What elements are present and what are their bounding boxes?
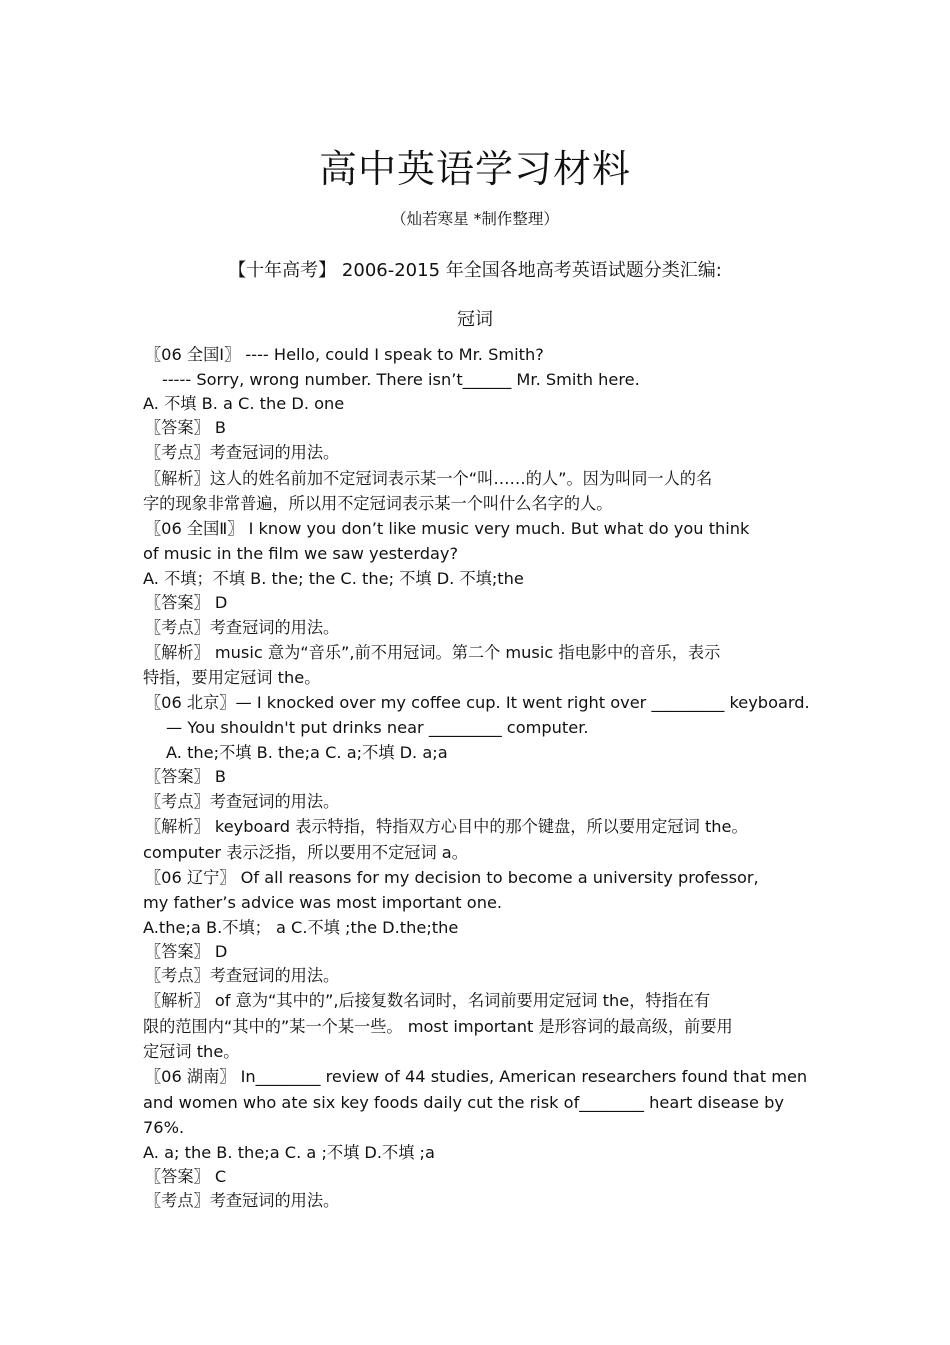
- question-4-analysis: 〖解析〗 of 意为“其中的”,后接复数名词时，名词前要用定冠词 the，特指在有: [145, 991, 711, 1010]
- document-heading: 【十年高考】 2006-2015 年全国各地高考英语试题分类汇编:: [228, 260, 722, 281]
- question-5-stem-end: 76%.: [143, 1118, 185, 1137]
- question-2-options: A. 不填；不填 B. the; the C. the; 不填 D. 不填;the: [143, 569, 524, 588]
- question-4-analysis-cont: 限的范围内“其中的”某一个某一些。 most important 是形容词的最高级，前要用: [143, 1017, 733, 1036]
- question-5-answer: 〖答案〗 C: [145, 1167, 227, 1186]
- question-3-point: 〖考点〗考查冠词的用法。: [145, 792, 340, 811]
- question-1-reply: ----- Sorry, wrong number. There isn’t______ Mr. Smith here.: [162, 370, 640, 389]
- question-3-answer: 〖答案〗 B: [145, 767, 227, 786]
- question-2-answer: 〖答案〗 D: [145, 593, 228, 612]
- question-3-options: A. the;不填 B. the;a C. a;不填 D. a;a: [166, 743, 448, 762]
- question-1-stem: 〖06 全国Ⅰ〗 ---- Hello, could I speak to Mr. Smith?: [145, 345, 544, 364]
- question-5-options: A. a; the B. the;a C. a ;不填 D.不填 ;a: [143, 1143, 435, 1162]
- document-subtitle: （灿若寒星 *制作整理）: [391, 210, 559, 228]
- question-3-reply: — You shouldn't put drinks near _________ computer.: [166, 718, 589, 737]
- question-1-answer: 〖答案〗 B: [145, 418, 227, 437]
- question-2-analysis-cont: 特指，要用定冠词 the。: [143, 668, 321, 687]
- question-1-analysis-cont: 字的现象非常普遍，所以用不定冠词表示某一个叫什么名字的人。: [143, 494, 613, 513]
- question-5-stem: 〖06 湖南〗 In________ review of 44 studies, American researchers found that men: [145, 1067, 808, 1086]
- question-3-stem: 〖06 北京〗— I knocked over my coffee cup. It went right over _________ keyboard.: [145, 693, 810, 712]
- question-1-options: A. 不填 B. a C. the D. one: [143, 394, 345, 413]
- question-2-stem: 〖06 全国Ⅱ〗 I know you don’t like music very much. But what do you think: [145, 519, 750, 538]
- question-4-stem: 〖06 辽宁〗 Of all reasons for my decision to become a university professor,: [145, 868, 759, 887]
- question-3-analysis: 〖解析〗 keyboard 表示特指，特指双方心目中的那个键盘，所以要用定冠词 the。: [145, 817, 748, 836]
- document-title: 高中英语学习材料: [318, 147, 631, 191]
- question-4-answer: 〖答案〗 D: [145, 942, 228, 961]
- question-2-point: 〖考点〗考查冠词的用法。: [145, 618, 340, 637]
- question-4-point: 〖考点〗考查冠词的用法。: [145, 966, 340, 985]
- question-2-analysis: 〖解析〗 music 意为“音乐”,前不用冠词。第二个 music 指电影中的音乐，表示: [145, 643, 721, 662]
- section-title: 冠词: [457, 309, 493, 330]
- question-2-stem-cont: of music in the film we saw yesterday?: [143, 544, 459, 563]
- question-3-analysis-cont: computer 表示泛指，所以要用不定冠词 a。: [143, 843, 468, 862]
- question-4-options: A.the;a B.不填； a C.不填 ;the D.the;the: [143, 918, 459, 937]
- question-5-point: 〖考点〗考查冠词的用法。: [145, 1191, 340, 1210]
- question-5-stem-cont: and women who ate six key foods daily cut the risk of________ heart disease by: [143, 1093, 784, 1112]
- question-1-analysis: 〖解析〗这人的姓名前加不定冠词表示某一个“叫……的人”。因为叫同一人的名: [145, 469, 713, 488]
- question-4-stem-cont: my father’s advice was most important one.: [143, 893, 503, 912]
- question-4-analysis-end: 定冠词 the。: [143, 1042, 240, 1061]
- question-1-point: 〖考点〗考查冠词的用法。: [145, 443, 340, 462]
